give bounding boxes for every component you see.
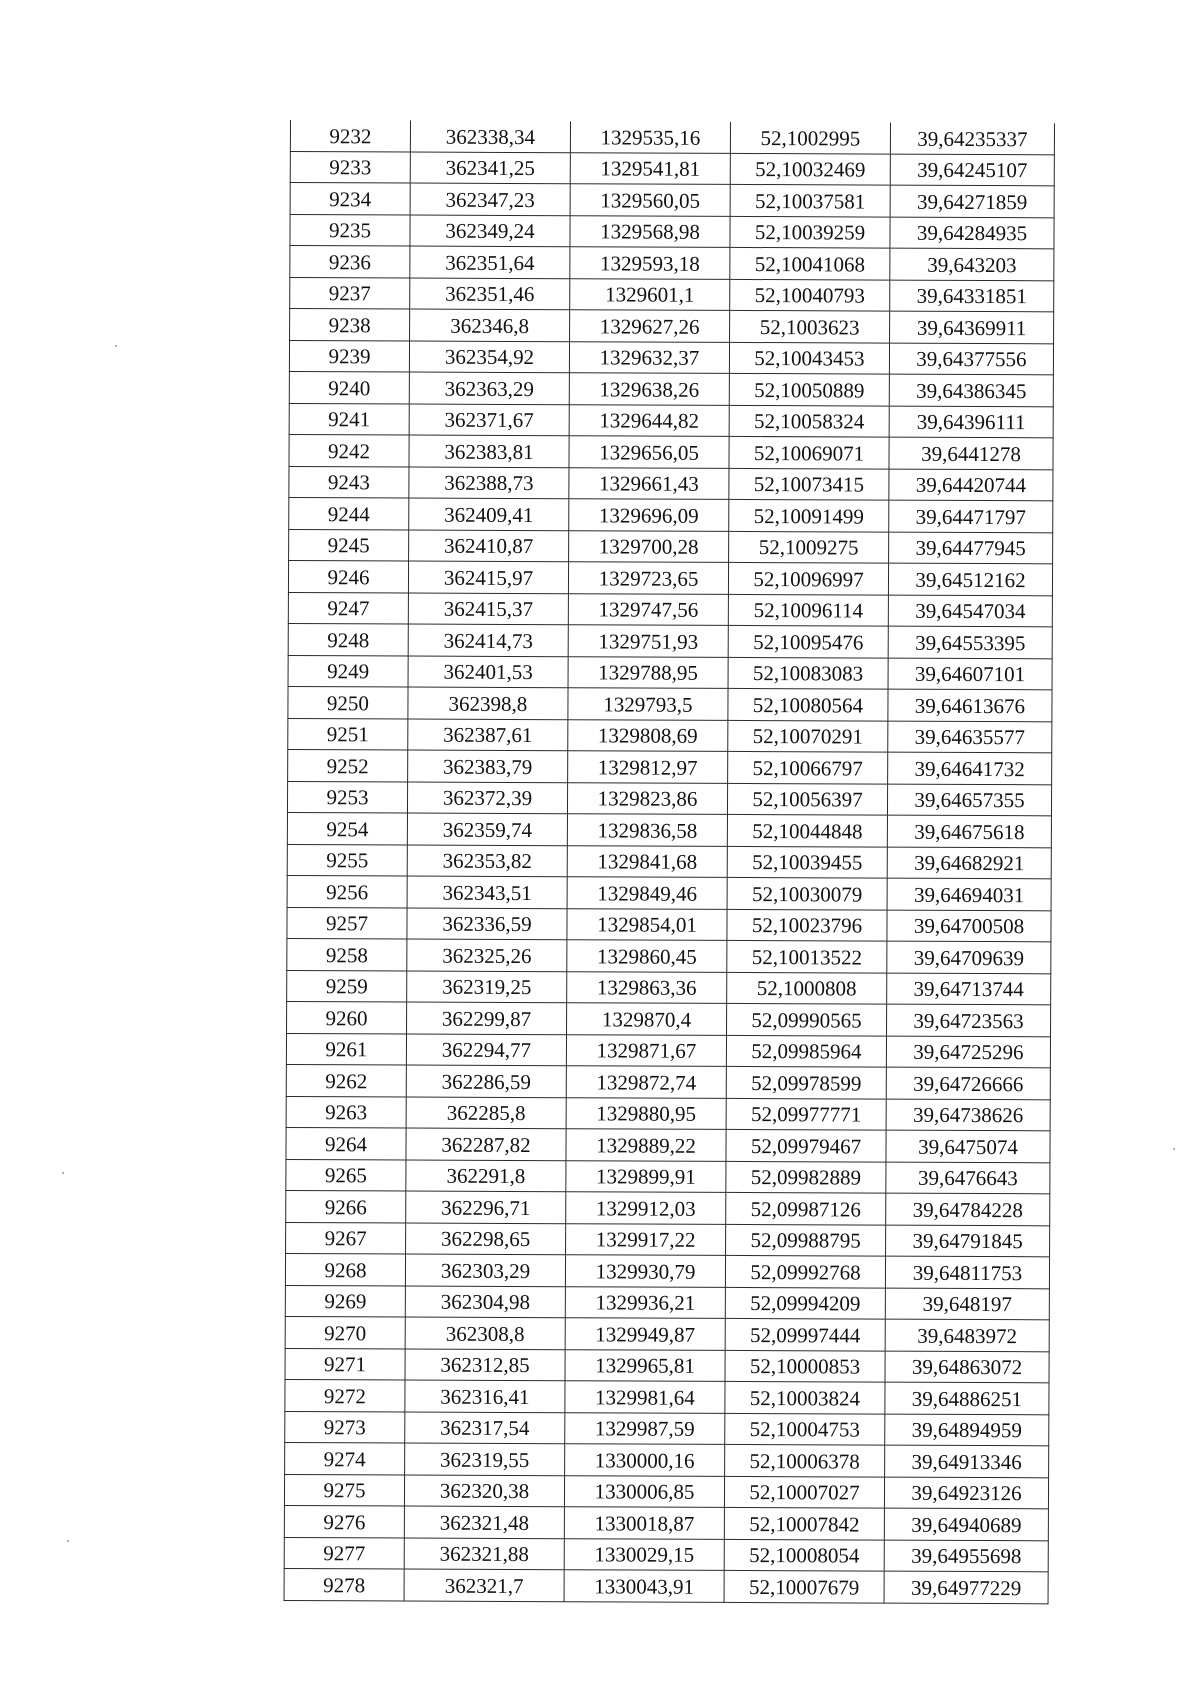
y-coordinate-cell: 1329854,01	[567, 908, 727, 940]
table-row	[285, 1253, 1049, 1288]
table-row	[287, 907, 1051, 942]
y-coordinate-cell: 1330018,87	[564, 1507, 724, 1539]
y-coordinate-cell: 1329632,37	[569, 341, 729, 373]
longitude-cell: 39,64709639	[887, 941, 1051, 973]
y-coordinate-cell: 1329656,05	[569, 436, 729, 468]
latitude-cell: 52,10070291	[728, 720, 888, 752]
x-coordinate-cell: 362410,87	[409, 530, 569, 562]
y-coordinate-cell: 1329836,58	[567, 814, 727, 846]
point-number-cell: 9275	[284, 1474, 404, 1506]
y-coordinate-cell: 1329987,59	[565, 1412, 725, 1444]
table-row	[289, 340, 1053, 375]
x-coordinate-cell: 362321,7	[404, 1569, 564, 1601]
longitude-cell: 39,64811753	[885, 1256, 1049, 1288]
latitude-cell: 52,1002995	[730, 122, 890, 154]
longitude-cell: 39,64245107	[890, 154, 1054, 186]
latitude-cell: 52,10058324	[729, 405, 889, 437]
latitude-cell: 52,1003623	[730, 310, 890, 342]
latitude-cell: 52,10080564	[728, 688, 888, 720]
x-coordinate-cell: 362346,8	[410, 309, 570, 341]
y-coordinate-cell: 1329872,74	[566, 1066, 726, 1098]
x-coordinate-cell: 362341,25	[410, 152, 570, 184]
longitude-cell: 39,64607101	[888, 658, 1052, 690]
point-number-cell: 9251	[288, 718, 408, 750]
x-coordinate-cell: 362401,53	[408, 656, 568, 688]
longitude-cell: 39,64396111	[889, 406, 1053, 438]
table-row	[286, 1222, 1050, 1257]
longitude-cell: 39,6483972	[885, 1319, 1049, 1351]
table-row	[290, 214, 1054, 249]
point-number-cell: 9235	[290, 214, 410, 246]
table-row	[288, 592, 1052, 627]
longitude-cell: 39,64471797	[889, 500, 1053, 532]
x-coordinate-cell: 362316,41	[405, 1380, 565, 1412]
table-row	[284, 1505, 1048, 1540]
point-number-cell: 9257	[287, 907, 407, 939]
table-row	[285, 1348, 1049, 1383]
point-number-cell: 9234	[290, 183, 410, 215]
y-coordinate-cell: 1329965,81	[565, 1349, 725, 1381]
x-coordinate-cell: 362354,92	[409, 341, 569, 373]
point-number-cell: 9248	[288, 623, 408, 655]
y-coordinate-cell: 1329912,03	[566, 1192, 726, 1224]
point-number-cell: 9245	[289, 529, 409, 561]
latitude-cell: 52,09992768	[725, 1255, 885, 1287]
longitude-cell: 39,64235337	[890, 123, 1054, 155]
x-coordinate-cell: 362363,29	[409, 372, 569, 404]
y-coordinate-cell: 1329560,05	[570, 184, 730, 216]
longitude-cell: 39,64940689	[884, 1508, 1048, 1540]
point-number-cell: 9255	[287, 844, 407, 876]
y-coordinate-cell: 1329899,91	[566, 1160, 726, 1192]
longitude-cell: 39,64369911	[890, 311, 1054, 343]
x-coordinate-cell: 362359,74	[407, 813, 567, 845]
latitude-cell: 52,10007027	[724, 1476, 884, 1508]
longitude-cell: 39,64863072	[885, 1351, 1049, 1383]
table-row	[285, 1316, 1049, 1351]
y-coordinate-cell: 1329568,98	[570, 215, 730, 247]
point-number-cell: 9236	[290, 246, 410, 278]
latitude-cell: 52,10043453	[729, 342, 889, 374]
table-row	[290, 151, 1054, 186]
point-number-cell: 9246	[288, 560, 408, 592]
longitude-cell: 39,64923126	[884, 1477, 1048, 1509]
longitude-cell: 39,64675618	[887, 815, 1051, 847]
latitude-cell: 52,09978599	[726, 1066, 886, 1098]
table-row	[285, 1442, 1049, 1477]
x-coordinate-cell: 362409,41	[409, 498, 569, 530]
table-row	[287, 875, 1051, 910]
point-number-cell: 9278	[284, 1568, 404, 1600]
longitude-cell: 39,64386345	[889, 374, 1053, 406]
table-row	[290, 309, 1054, 344]
longitude-cell: 39,64784228	[886, 1193, 1050, 1225]
y-coordinate-cell: 1329747,56	[568, 593, 728, 625]
table-row	[289, 497, 1053, 532]
table-row	[290, 277, 1054, 312]
point-number-cell: 9273	[285, 1411, 405, 1443]
latitude-cell: 52,10003824	[725, 1381, 885, 1413]
x-coordinate-cell: 362317,54	[405, 1412, 565, 1444]
point-number-cell: 9259	[287, 970, 407, 1002]
latitude-cell: 52,10069071	[729, 436, 889, 468]
y-coordinate-cell: 1329880,95	[566, 1097, 726, 1129]
latitude-cell: 52,10008054	[724, 1539, 884, 1571]
y-coordinate-cell: 1329949,87	[565, 1318, 725, 1350]
longitude-cell: 39,64725296	[886, 1036, 1050, 1068]
latitude-cell: 52,10004753	[725, 1413, 885, 1445]
longitude-cell: 39,64682921	[887, 847, 1051, 879]
table-row	[286, 1064, 1050, 1099]
point-number-cell: 9276	[284, 1505, 404, 1537]
point-number-cell: 9258	[287, 938, 407, 970]
table-row	[288, 560, 1052, 595]
y-coordinate-cell: 1329870,4	[567, 1003, 727, 1035]
latitude-cell: 52,10023796	[727, 909, 887, 941]
latitude-cell: 52,10030079	[727, 877, 887, 909]
longitude-cell: 39,6441278	[889, 437, 1053, 469]
latitude-cell: 52,09979467	[726, 1129, 886, 1161]
x-coordinate-cell: 362298,65	[406, 1223, 566, 1255]
point-number-cell: 9274	[285, 1442, 405, 1474]
longitude-cell: 39,64726666	[886, 1067, 1050, 1099]
latitude-cell: 52,09997444	[725, 1318, 885, 1350]
table-row	[289, 434, 1053, 469]
x-coordinate-cell: 362312,85	[405, 1349, 565, 1381]
x-coordinate-cell: 362287,82	[406, 1128, 566, 1160]
x-coordinate-cell: 362303,29	[405, 1254, 565, 1286]
table-row	[289, 529, 1053, 564]
longitude-cell: 39,64913346	[885, 1445, 1049, 1477]
table-row	[290, 183, 1054, 218]
point-number-cell: 9263	[286, 1096, 406, 1128]
longitude-cell: 39,64955698	[884, 1540, 1048, 1572]
x-coordinate-cell: 362319,25	[407, 971, 567, 1003]
latitude-cell: 52,09994209	[725, 1287, 885, 1319]
coordinates-table	[284, 120, 1055, 1604]
longitude-cell: 39,64271859	[890, 185, 1054, 217]
y-coordinate-cell: 1329823,86	[567, 782, 727, 814]
longitude-cell: 39,643203	[890, 248, 1054, 280]
point-number-cell: 9262	[286, 1064, 406, 1096]
latitude-cell: 52,10083083	[728, 657, 888, 689]
table-row	[290, 246, 1054, 281]
y-coordinate-cell: 1330029,15	[564, 1538, 724, 1570]
y-coordinate-cell: 1329981,64	[565, 1381, 725, 1413]
longitude-cell: 39,64886251	[885, 1382, 1049, 1414]
latitude-cell: 52,10013522	[727, 940, 887, 972]
table-row	[287, 1001, 1051, 1036]
latitude-cell: 52,10096114	[728, 594, 888, 626]
table-row	[286, 1159, 1050, 1194]
y-coordinate-cell: 1329638,26	[569, 373, 729, 405]
latitude-cell: 52,09977771	[726, 1098, 886, 1130]
point-number-cell: 9272	[285, 1379, 405, 1411]
point-number-cell: 9253	[287, 781, 407, 813]
table-row	[287, 970, 1051, 1005]
latitude-cell: 52,10041068	[730, 247, 890, 279]
y-coordinate-cell: 1329863,36	[567, 971, 727, 1003]
x-coordinate-cell: 362320,38	[404, 1475, 564, 1507]
latitude-cell: 52,10040793	[730, 279, 890, 311]
point-number-cell: 9240	[289, 371, 409, 403]
table-row	[284, 1537, 1048, 1572]
table-row	[284, 1474, 1048, 1509]
y-coordinate-cell: 1329860,45	[567, 940, 727, 972]
latitude-cell: 52,10039259	[730, 216, 890, 248]
point-number-cell: 9233	[290, 151, 410, 183]
latitude-cell: 52,10056397	[727, 783, 887, 815]
y-coordinate-cell: 1329917,22	[566, 1223, 726, 1255]
x-coordinate-cell: 362286,59	[406, 1065, 566, 1097]
x-coordinate-cell: 362353,82	[407, 845, 567, 877]
coordinates-table-body	[284, 120, 1054, 1603]
table-row	[289, 466, 1053, 501]
longitude-cell: 39,64894959	[885, 1414, 1049, 1446]
x-coordinate-cell: 362388,73	[409, 467, 569, 499]
point-number-cell: 9254	[287, 812, 407, 844]
y-coordinate-cell: 1330006,85	[564, 1475, 724, 1507]
latitude-cell: 52,10073415	[729, 468, 889, 500]
point-number-cell: 9271	[285, 1348, 405, 1380]
x-coordinate-cell: 362299,87	[407, 1002, 567, 1034]
point-number-cell: 9260	[287, 1001, 407, 1033]
y-coordinate-cell: 1329535,16	[570, 121, 730, 153]
x-coordinate-cell: 362304,98	[405, 1286, 565, 1318]
y-coordinate-cell: 1330000,16	[565, 1444, 725, 1476]
point-number-cell: 9244	[289, 497, 409, 529]
table-row	[286, 1096, 1050, 1131]
longitude-cell: 39,6476643	[886, 1162, 1050, 1194]
y-coordinate-cell: 1329723,65	[568, 562, 728, 594]
longitude-cell: 39,64284935	[890, 217, 1054, 249]
longitude-cell: 39,648197	[885, 1288, 1049, 1320]
table-row	[285, 1379, 1049, 1414]
point-number-cell: 9256	[287, 875, 407, 907]
table-row	[288, 623, 1052, 658]
table-row	[287, 812, 1051, 847]
y-coordinate-cell: 1330043,91	[564, 1570, 724, 1602]
point-number-cell: 9264	[286, 1127, 406, 1159]
x-coordinate-cell: 362351,64	[410, 246, 570, 278]
latitude-cell: 52,09985964	[726, 1035, 886, 1067]
point-number-cell: 9252	[288, 749, 408, 781]
latitude-cell: 52,09982889	[726, 1161, 886, 1193]
x-coordinate-cell: 362338,34	[410, 121, 570, 153]
y-coordinate-cell: 1329808,69	[568, 719, 728, 751]
longitude-cell: 39,64713744	[887, 973, 1051, 1005]
longitude-cell: 39,64377556	[889, 343, 1053, 375]
latitude-cell: 52,09988795	[726, 1224, 886, 1256]
longitude-cell: 39,64420744	[889, 469, 1053, 501]
x-coordinate-cell: 362383,81	[409, 435, 569, 467]
y-coordinate-cell: 1329627,26	[570, 310, 730, 342]
latitude-cell: 52,10000853	[725, 1350, 885, 1382]
x-coordinate-cell: 362383,79	[408, 750, 568, 782]
y-coordinate-cell: 1329644,82	[569, 404, 729, 436]
scan-speck	[115, 345, 117, 347]
table-row	[288, 655, 1052, 690]
y-coordinate-cell: 1329541,81	[570, 152, 730, 184]
longitude-cell: 39,64553395	[888, 626, 1052, 658]
y-coordinate-cell: 1329930,79	[565, 1255, 725, 1287]
point-number-cell: 9261	[286, 1033, 406, 1065]
table-row	[286, 1033, 1050, 1068]
y-coordinate-cell: 1329593,18	[570, 247, 730, 279]
latitude-cell: 52,10050889	[729, 373, 889, 405]
longitude-cell: 39,64700508	[887, 910, 1051, 942]
x-coordinate-cell: 362294,77	[406, 1034, 566, 1066]
x-coordinate-cell: 362371,67	[409, 404, 569, 436]
longitude-cell: 39,64977229	[884, 1571, 1048, 1603]
point-number-cell: 9247	[288, 592, 408, 624]
latitude-cell: 52,10007679	[724, 1570, 884, 1602]
point-number-cell: 9241	[289, 403, 409, 435]
longitude-cell: 39,64477945	[889, 532, 1053, 564]
y-coordinate-cell: 1329661,43	[569, 467, 729, 499]
y-coordinate-cell: 1329849,46	[567, 877, 727, 909]
scan-speck	[1173, 1148, 1175, 1150]
table-row	[287, 938, 1051, 973]
point-number-cell: 9268	[285, 1253, 405, 1285]
table-row	[288, 749, 1052, 784]
latitude-cell: 52,10006378	[725, 1444, 885, 1476]
x-coordinate-cell: 362372,39	[407, 782, 567, 814]
x-coordinate-cell: 362347,23	[410, 183, 570, 215]
latitude-cell: 52,10095476	[728, 625, 888, 657]
x-coordinate-cell: 362325,26	[407, 939, 567, 971]
scan-speck	[62, 1172, 64, 1174]
longitude-cell: 39,64791845	[886, 1225, 1050, 1257]
latitude-cell: 52,1009275	[729, 531, 889, 563]
longitude-cell: 39,64547034	[888, 595, 1052, 627]
point-number-cell: 9238	[290, 309, 410, 341]
x-coordinate-cell: 362351,46	[410, 278, 570, 310]
table-row	[286, 1127, 1050, 1162]
latitude-cell: 52,10007842	[724, 1507, 884, 1539]
x-coordinate-cell: 362319,55	[405, 1443, 565, 1475]
x-coordinate-cell: 362415,97	[408, 561, 568, 593]
longitude-cell: 39,64738626	[886, 1099, 1050, 1131]
table-row	[287, 781, 1051, 816]
longitude-cell: 39,64512162	[888, 563, 1052, 595]
x-coordinate-cell: 362285,8	[406, 1097, 566, 1129]
y-coordinate-cell: 1329936,21	[565, 1286, 725, 1318]
y-coordinate-cell: 1329751,93	[568, 625, 728, 657]
table-row	[289, 371, 1053, 406]
latitude-cell: 52,10096997	[728, 562, 888, 594]
y-coordinate-cell: 1329793,5	[568, 688, 728, 720]
table-row	[289, 403, 1053, 438]
y-coordinate-cell: 1329601,1	[570, 278, 730, 310]
longitude-cell: 39,64694031	[887, 878, 1051, 910]
latitude-cell: 52,10039455	[727, 846, 887, 878]
point-number-cell: 9232	[290, 120, 410, 152]
latitude-cell: 52,10091499	[729, 499, 889, 531]
x-coordinate-cell: 362308,8	[405, 1317, 565, 1349]
point-number-cell: 9265	[286, 1159, 406, 1191]
x-coordinate-cell: 362349,24	[410, 215, 570, 247]
latitude-cell: 52,09987126	[726, 1192, 886, 1224]
y-coordinate-cell: 1329812,97	[568, 751, 728, 783]
latitude-cell: 52,09990565	[727, 1003, 887, 1035]
table-row	[288, 718, 1052, 753]
longitude-cell: 39,6475074	[886, 1130, 1050, 1162]
point-number-cell: 9239	[289, 340, 409, 372]
x-coordinate-cell: 362415,37	[408, 593, 568, 625]
x-coordinate-cell: 362321,48	[404, 1506, 564, 1538]
point-number-cell: 9242	[289, 434, 409, 466]
longitude-cell: 39,64723563	[887, 1004, 1051, 1036]
x-coordinate-cell: 362336,59	[407, 908, 567, 940]
point-number-cell: 9237	[290, 277, 410, 309]
table-row	[286, 1190, 1050, 1225]
latitude-cell: 52,10037581	[730, 184, 890, 216]
table-row	[284, 1568, 1048, 1603]
longitude-cell: 39,64657355	[887, 784, 1051, 816]
x-coordinate-cell: 362291,8	[406, 1160, 566, 1192]
longitude-cell: 39,64635577	[888, 721, 1052, 753]
x-coordinate-cell: 362321,88	[404, 1538, 564, 1570]
longitude-cell: 39,64331851	[890, 280, 1054, 312]
y-coordinate-cell: 1329700,28	[569, 530, 729, 562]
latitude-cell: 52,10044848	[727, 814, 887, 846]
x-coordinate-cell: 362343,51	[407, 876, 567, 908]
point-number-cell: 9243	[289, 466, 409, 498]
y-coordinate-cell: 1329889,22	[566, 1129, 726, 1161]
y-coordinate-cell: 1329788,95	[568, 656, 728, 688]
point-number-cell: 9249	[288, 655, 408, 687]
table-row	[285, 1411, 1049, 1446]
latitude-cell: 52,1000808	[727, 972, 887, 1004]
table-row	[285, 1285, 1049, 1320]
point-number-cell: 9277	[284, 1537, 404, 1569]
y-coordinate-cell: 1329871,67	[566, 1034, 726, 1066]
y-coordinate-cell: 1329841,68	[567, 845, 727, 877]
table-row	[287, 844, 1051, 879]
x-coordinate-cell: 362414,73	[408, 624, 568, 656]
scan-speck	[67, 1540, 69, 1542]
table-row	[288, 686, 1052, 721]
latitude-cell: 52,10032469	[730, 153, 890, 185]
y-coordinate-cell: 1329696,09	[569, 499, 729, 531]
x-coordinate-cell: 362387,61	[408, 719, 568, 751]
longitude-cell: 39,64641732	[888, 752, 1052, 784]
x-coordinate-cell: 362296,71	[406, 1191, 566, 1223]
point-number-cell: 9250	[288, 686, 408, 718]
longitude-cell: 39,64613676	[888, 689, 1052, 721]
point-number-cell: 9266	[286, 1190, 406, 1222]
table-row	[290, 120, 1054, 154]
latitude-cell: 52,10066797	[728, 751, 888, 783]
x-coordinate-cell: 362398,8	[408, 687, 568, 719]
point-number-cell: 9269	[285, 1285, 405, 1317]
point-number-cell: 9267	[286, 1222, 406, 1254]
point-number-cell: 9270	[285, 1316, 405, 1348]
